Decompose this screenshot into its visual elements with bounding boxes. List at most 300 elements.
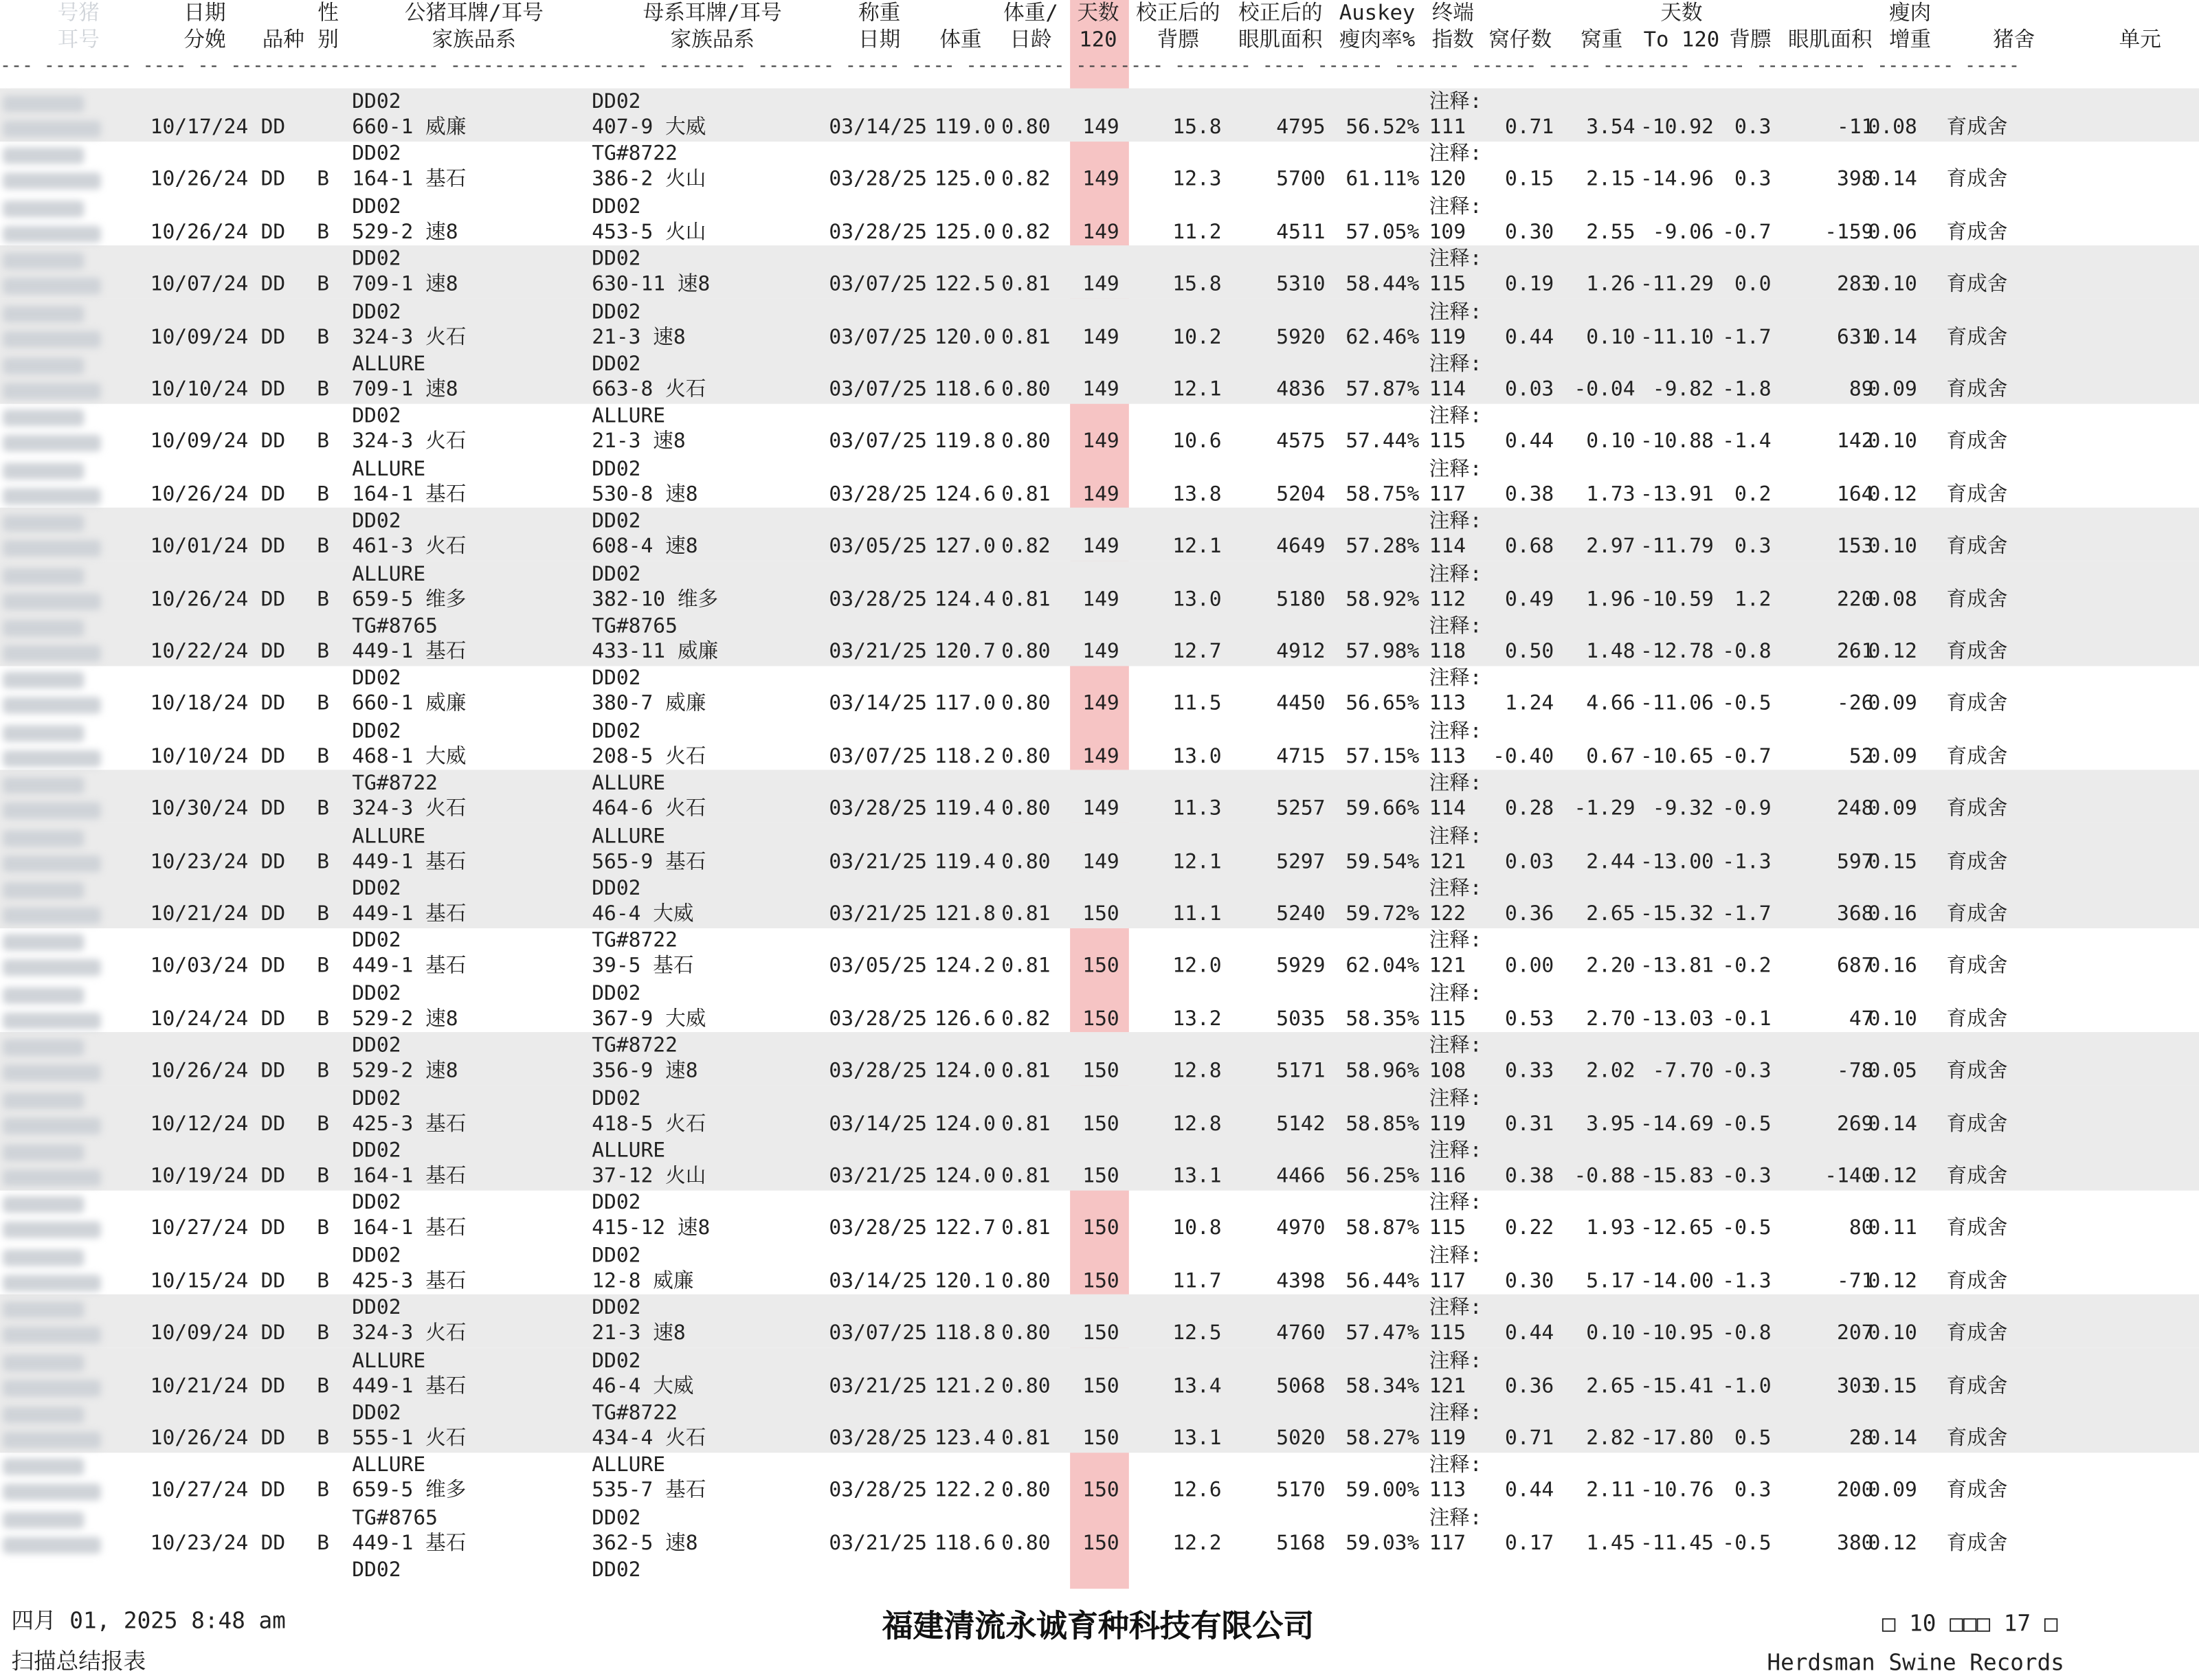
barn: 育成舍 [1946, 483, 2008, 506]
sire-id: 529-2 速8 [352, 221, 458, 244]
litter-weight: 1.48 [1586, 640, 1636, 664]
weight-per-day: 0.81 [1001, 483, 1051, 506]
header-litter-n: 窝仔数 [1488, 26, 1552, 52]
backfat: 10.6 [1172, 431, 1222, 453]
barn: 育成舍 [1946, 1322, 2008, 1345]
weight: 118.6 [934, 1532, 996, 1555]
note-label: 注释: [1429, 1192, 1482, 1216]
litter-count: -0.40 [1493, 746, 1554, 768]
lean-pct: 57.05% [1346, 221, 1420, 244]
lean-pct: 59.03% [1346, 1532, 1420, 1555]
dam-id: 21-3 速8 [592, 431, 686, 453]
redacted-id [3, 1197, 84, 1213]
litter-count: 0.03 [1504, 850, 1554, 873]
header-index-1: 终端 [1431, 0, 1474, 25]
farrow-date: 10/30/24 [150, 798, 249, 821]
litter-weight: 2.65 [1586, 903, 1636, 926]
weigh-date: 03/21/25 [829, 1532, 927, 1555]
terminal-index: 113 [1429, 746, 1466, 768]
loin-ebv: 687 [1837, 955, 1874, 978]
litter-count: 0.44 [1504, 1479, 1554, 1503]
weight-per-day: 0.80 [1001, 1322, 1051, 1345]
lean-gain: 0.09 [1868, 1479, 1917, 1503]
header-wpd-2: 日龄 [1009, 26, 1052, 52]
redacted-id [3, 1512, 84, 1528]
header-barn: 猪舍 [1992, 26, 2035, 52]
header-dam-2: 家族品系 [670, 26, 755, 52]
litter-weight: 2.20 [1586, 955, 1636, 978]
dam-id: 21-3 速8 [592, 1322, 686, 1345]
weight-per-day: 0.81 [1001, 1165, 1051, 1188]
sire-family-line: DD02 [352, 1035, 401, 1058]
days-to-120-ebv: -13.81 [1640, 955, 1714, 978]
note-label: 注释: [1429, 563, 1482, 586]
lean-pct: 62.46% [1346, 326, 1420, 349]
sire-family-line: DD02 [352, 1140, 401, 1163]
sire-family-line: DD02 [352, 196, 401, 219]
terminal-index: 117 [1429, 483, 1466, 506]
note-label: 注释: [1429, 1035, 1482, 1058]
sire-id: 449-1 基石 [352, 1532, 467, 1555]
loin-area: 5700 [1276, 168, 1326, 192]
litter-count: 0.31 [1504, 1112, 1554, 1136]
backfat: 13.0 [1172, 746, 1222, 768]
backfat-ebv: -0.7 [1722, 221, 1772, 244]
breed: DD [260, 1007, 286, 1031]
loin-ebv: -78 [1837, 1060, 1874, 1083]
days-to-120-ebv: -11.45 [1640, 1532, 1714, 1555]
redacted-id [3, 855, 101, 871]
breed: DD [260, 1218, 286, 1240]
breed: DD [260, 326, 286, 349]
terminal-index: 109 [1429, 221, 1466, 244]
report-name: 扫描总结报表 [11, 1647, 146, 1675]
sire-id: 449-1 基石 [352, 1375, 467, 1398]
days-to-120-ebv: -14.00 [1640, 1270, 1714, 1293]
lean-pct: 56.44% [1346, 1270, 1420, 1293]
sire-family-line: DD02 [352, 720, 401, 743]
days-to-120-ebv: -11.10 [1640, 326, 1714, 349]
breed: DD [260, 1060, 286, 1083]
sire-id: 529-2 速8 [352, 1060, 458, 1083]
days-to-120-ebv: -10.65 [1640, 746, 1714, 768]
terminal-index: 122 [1429, 903, 1466, 926]
barn: 育成舍 [1946, 1218, 2008, 1240]
weigh-date: 03/28/25 [829, 168, 927, 192]
dam-id: 530-8 速8 [592, 483, 698, 506]
days-to-120: 150 [1082, 1007, 1119, 1031]
sire-id: 449-1 基石 [352, 850, 467, 873]
sire-id: 324-3 火石 [352, 1322, 467, 1345]
dam-id: 386-2 火山 [592, 168, 706, 192]
dam-id: 12-8 威廉 [592, 1270, 694, 1293]
sire-family-line: DD02 [352, 91, 401, 114]
loin-ebv: 261 [1837, 640, 1874, 664]
backfat-ebv: -1.7 [1722, 326, 1772, 349]
days-to-120-ebv: -13.00 [1640, 850, 1714, 873]
farrow-date: 10/09/24 [150, 1322, 249, 1345]
litter-count: 0.49 [1504, 588, 1554, 611]
days-to-120: 149 [1082, 168, 1119, 192]
loin-area: 4760 [1276, 1322, 1326, 1345]
litter-weight: 2.44 [1586, 850, 1636, 873]
sire-family-line: DD02 [352, 1402, 401, 1425]
sex: B [317, 1165, 330, 1188]
lean-pct: 58.85% [1346, 1112, 1420, 1136]
litter-count: 0.44 [1504, 326, 1554, 349]
header-bf-2: 背膘 [1157, 26, 1199, 52]
loin-ebv: -159 [1824, 221, 1874, 244]
days-to-120: 150 [1082, 1532, 1119, 1555]
note-label: 注释: [1429, 353, 1482, 376]
lean-gain: 0.09 [1868, 798, 1917, 821]
lean-pct: 56.52% [1346, 116, 1420, 139]
litter-weight: -0.04 [1574, 379, 1636, 401]
backfat-ebv: -0.5 [1722, 1112, 1772, 1136]
days-to-120: 150 [1082, 955, 1119, 978]
weight-per-day: 0.82 [1001, 535, 1051, 559]
farrow-date: 10/09/24 [150, 326, 249, 349]
litter-count: 0.44 [1504, 431, 1554, 453]
sex: B [317, 693, 330, 716]
note-label: 注释: [1429, 458, 1482, 481]
days-to-120-ebv: -12.78 [1640, 640, 1714, 664]
header-days-2: 120 [1079, 26, 1117, 52]
lean-pct: 59.54% [1346, 850, 1420, 873]
days-to-120: 150 [1082, 1479, 1119, 1503]
weight: 124.0 [934, 1060, 996, 1083]
redacted-id [3, 357, 84, 374]
header-sex-1: 性 [317, 0, 339, 25]
backfat: 13.4 [1172, 1375, 1222, 1398]
days-to-120: 149 [1082, 588, 1119, 611]
lean-gain: 0.14 [1868, 168, 1917, 192]
note-label: 注释: [1429, 720, 1482, 743]
weigh-date: 03/07/25 [829, 431, 927, 453]
sex: B [317, 221, 330, 244]
loin-area: 5257 [1276, 798, 1326, 821]
loin-ebv: 283 [1837, 273, 1874, 296]
dam-id: 362-5 速8 [592, 1532, 698, 1555]
header-sire-1: 公猪耳牌/耳号 [404, 0, 544, 25]
redacted-id [3, 540, 101, 557]
header-bf2: 背膘 [1729, 26, 1772, 52]
breed: DD [260, 379, 286, 401]
barn: 育成舍 [1946, 850, 2008, 873]
dam-family-line: TG#8765 [592, 615, 678, 638]
litter-count: 0.17 [1504, 1532, 1554, 1555]
sire-family-line: DD02 [352, 1087, 401, 1110]
header-lean-2: 瘦肉率% [1339, 26, 1416, 52]
weigh-date: 03/28/25 [829, 1007, 927, 1031]
weigh-date: 03/05/25 [829, 535, 927, 559]
note-label: 注释: [1429, 405, 1482, 429]
sire-id: 164-1 基石 [352, 1218, 467, 1240]
loin-ebv: 142 [1837, 431, 1874, 453]
days-to-120: 150 [1082, 1218, 1119, 1240]
redacted-id [3, 410, 84, 427]
farrow-date: 10/10/24 [150, 746, 249, 768]
loin-area: 4912 [1276, 640, 1326, 664]
sex: B [317, 1218, 330, 1240]
loin-ebv: 631 [1837, 326, 1874, 349]
lean-gain: 0.16 [1868, 955, 1917, 978]
loin-ebv: -26 [1837, 693, 1874, 716]
sex: B [317, 1427, 330, 1451]
litter-count: 0.00 [1504, 955, 1554, 978]
sex: B [317, 746, 330, 768]
header-days-1: 天数 [1077, 0, 1119, 25]
lean-pct: 57.87% [1346, 379, 1420, 401]
loin-ebv: 220 [1837, 588, 1874, 611]
software-name: Herdsman Swine Records [1767, 1648, 2064, 1676]
backfat: 12.1 [1172, 379, 1222, 401]
backfat: 11.1 [1172, 903, 1222, 926]
breed: DD [260, 116, 286, 139]
terminal-index: 115 [1429, 1218, 1466, 1240]
terminal-index: 108 [1429, 1060, 1466, 1083]
lean-gain: 0.10 [1868, 1007, 1917, 1031]
header-loin-1: 校正后的 [1238, 0, 1323, 25]
breed: DD [260, 1322, 286, 1345]
note-label: 注释: [1429, 143, 1482, 166]
lean-gain: 0.08 [1868, 588, 1917, 611]
sex: B [317, 1007, 330, 1031]
breed: DD [260, 746, 286, 768]
dam-id: 356-9 速8 [592, 1060, 698, 1083]
litter-weight: 1.73 [1586, 483, 1636, 506]
backfat-ebv: 0.2 [1734, 483, 1772, 506]
litter-count: 0.30 [1504, 1270, 1554, 1293]
page-glyph-1: □ [1882, 1609, 1896, 1637]
loin-ebv: 164 [1837, 483, 1874, 506]
barn: 育成舍 [1946, 1479, 2008, 1503]
backfat: 11.7 [1172, 1270, 1222, 1293]
weigh-date: 03/14/25 [829, 1112, 927, 1136]
sire-id: 425-3 基石 [352, 1270, 467, 1293]
loin-area: 5142 [1276, 1112, 1326, 1136]
loin-area: 5929 [1276, 955, 1326, 978]
farrow-date: 10/23/24 [150, 1532, 249, 1555]
loin-ebv: 269 [1837, 1112, 1874, 1136]
dam-id: 380-7 威廉 [592, 693, 706, 716]
backfat: 10.2 [1172, 326, 1222, 349]
sex: B [317, 798, 330, 821]
sire-id: 449-1 基石 [352, 955, 467, 978]
litter-count: 0.71 [1504, 1427, 1554, 1451]
weight: 124.6 [934, 483, 996, 506]
loin-area: 5020 [1276, 1427, 1326, 1451]
note-label: 注释: [1429, 983, 1482, 1005]
header-date-1: 日期 [183, 0, 226, 25]
breed: DD [260, 1427, 286, 1451]
lean-gain: 0.06 [1868, 221, 1917, 244]
sex: B [317, 1375, 330, 1398]
weight: 124.2 [934, 955, 996, 978]
backfat: 11.2 [1172, 221, 1222, 244]
sire-family-line: DD02 [352, 511, 401, 533]
redacted-id [3, 515, 84, 531]
loin-area: 5297 [1276, 850, 1326, 873]
days-to-120: 149 [1082, 746, 1119, 768]
weight-per-day: 0.82 [1001, 221, 1051, 244]
weight-per-day: 0.80 [1001, 431, 1051, 453]
terminal-index: 116 [1429, 1165, 1466, 1188]
lean-pct: 59.66% [1346, 798, 1420, 821]
sex: B [317, 640, 330, 664]
breed: DD [260, 1112, 286, 1136]
dam-id: 21-3 速8 [592, 326, 686, 349]
weight-per-day: 0.81 [1001, 1112, 1051, 1136]
litter-weight: 2.15 [1586, 168, 1636, 192]
farrow-date: 10/10/24 [150, 379, 249, 401]
barn: 育成舍 [1946, 116, 2008, 139]
barn: 育成舍 [1946, 1165, 2008, 1188]
loin-area: 5035 [1276, 1007, 1326, 1031]
sire-family-line: TG#8722 [352, 772, 438, 796]
redacted-id [3, 488, 101, 504]
backfat: 12.8 [1172, 1112, 1222, 1136]
litter-count: 0.36 [1504, 903, 1554, 926]
dam-family-line: DD02 [592, 458, 641, 481]
header-weigh-date-1: 称重 [858, 0, 901, 25]
barn: 育成舍 [1946, 955, 2008, 978]
farrow-date: 10/26/24 [150, 1060, 249, 1083]
redacted-id [3, 1064, 101, 1081]
days-to-120: 150 [1082, 1322, 1119, 1345]
weigh-date: 03/28/25 [829, 1218, 927, 1240]
terminal-index: 115 [1429, 273, 1466, 296]
lean-pct: 59.72% [1346, 903, 1420, 926]
days-to-120-ebv: -9.32 [1652, 798, 1714, 821]
backfat: 12.8 [1172, 1060, 1222, 1083]
dam-family-line: DD02 [592, 1244, 641, 1268]
sire-id: 529-2 速8 [352, 1007, 458, 1031]
redacted-id [3, 882, 84, 899]
weigh-date: 03/21/25 [829, 1375, 927, 1398]
lean-pct: 57.98% [1346, 640, 1420, 664]
note-label: 注释: [1429, 300, 1482, 324]
sire-id: 164-1 基石 [352, 483, 467, 506]
lean-gain: 0.16 [1868, 903, 1917, 926]
lean-pct: 58.44% [1346, 273, 1420, 296]
lean-gain: 0.09 [1868, 379, 1917, 401]
weight-per-day: 0.81 [1001, 903, 1051, 926]
terminal-index: 114 [1429, 379, 1466, 401]
dam-family-line: DD02 [592, 300, 641, 324]
dam-family-line: DD02 [592, 248, 641, 271]
backfat-ebv: -1.3 [1722, 1270, 1772, 1293]
backfat-ebv: -0.5 [1722, 1218, 1772, 1240]
breed: DD [260, 955, 286, 978]
backfat-ebv: 0.5 [1734, 1427, 1772, 1451]
dam-family-line: DD02 [592, 563, 641, 586]
header-wpd-1: 体重/ [1003, 0, 1058, 25]
weight: 125.0 [934, 221, 996, 244]
redacted-id [3, 592, 101, 609]
weight: 117.0 [934, 693, 996, 716]
litter-weight: 1.45 [1586, 1532, 1636, 1555]
dam-id: 434-4 火石 [592, 1427, 706, 1451]
header-loin-2: 眼肌面积 [1238, 26, 1323, 52]
weight-per-day: 0.81 [1001, 955, 1051, 978]
sex: B [317, 1322, 330, 1345]
days-to-120: 149 [1082, 535, 1119, 559]
note-label: 注释: [1429, 91, 1482, 114]
lean-gain: 0.12 [1868, 1270, 1917, 1293]
lean-gain: 0.14 [1868, 1427, 1917, 1451]
dam-id: 382-10 维多 [592, 588, 719, 611]
header-dam-1: 母系耳牌/耳号 [643, 0, 782, 25]
lean-pct: 57.44% [1346, 431, 1420, 453]
header-unit: 单元 [2119, 26, 2161, 52]
barn: 育成舍 [1946, 431, 2008, 453]
sire-family-line: DD02 [352, 930, 401, 953]
sire-family-line: ALLURE [352, 1455, 426, 1477]
backfat-ebv: -0.8 [1722, 640, 1772, 664]
lean-pct: 58.75% [1346, 483, 1420, 506]
dam-family-line: DD02 [592, 1349, 641, 1373]
days-to-120: 150 [1082, 1060, 1119, 1083]
sire-family-line: DD02 [352, 143, 401, 166]
lean-gain: 0.12 [1868, 1532, 1917, 1555]
weight: 122.5 [934, 273, 996, 296]
sire-id: 709-1 速8 [352, 379, 458, 401]
redacted-id [3, 907, 101, 923]
weigh-date: 03/14/25 [829, 116, 927, 139]
breed: DD [260, 1165, 286, 1188]
backfat: 12.2 [1172, 1532, 1222, 1555]
sire-id: 461-3 火石 [352, 535, 467, 559]
breed: DD [260, 168, 286, 192]
breed: DD [260, 640, 286, 664]
weight: 122.2 [934, 1479, 996, 1503]
page-indicator [1882, 1610, 2058, 1638]
farrow-date: 10/03/24 [150, 955, 249, 978]
dam-id: 464-6 火石 [592, 798, 706, 821]
weight: 120.0 [934, 326, 996, 349]
days-to-120-ebv: -11.79 [1640, 535, 1714, 559]
redacted-id [3, 1407, 84, 1423]
loin-ebv: 47 [1849, 1007, 1874, 1031]
lean-gain: 0.10 [1868, 1322, 1917, 1345]
note-label: 注释: [1429, 511, 1482, 533]
redacted-id [3, 1012, 101, 1029]
redacted-id [3, 1040, 84, 1056]
backfat-ebv: 0.3 [1734, 1479, 1772, 1503]
loin-area: 4466 [1276, 1165, 1326, 1188]
lean-gain: 0.14 [1868, 326, 1917, 349]
barn: 育成舍 [1946, 273, 2008, 296]
header-sire-2: 家族品系 [432, 26, 517, 52]
dam-family-line: ALLURE [592, 1455, 666, 1477]
weight-per-day: 0.80 [1001, 693, 1051, 716]
dam-family-line: TG#8722 [592, 1402, 678, 1425]
redacted-id [3, 1459, 84, 1475]
terminal-index: 113 [1429, 693, 1466, 716]
weight: 119.4 [934, 850, 996, 873]
loin-area: 4450 [1276, 693, 1326, 716]
litter-weight: 2.65 [1586, 1375, 1636, 1398]
sex: B [317, 1060, 330, 1083]
weigh-date: 03/05/25 [829, 955, 927, 978]
farrow-date: 10/19/24 [150, 1165, 249, 1188]
sire-id: 449-1 基石 [352, 903, 467, 926]
sire-family-line: DD02 [352, 1244, 401, 1268]
header-weight: 体重 [939, 26, 982, 52]
weight: 120.1 [934, 1270, 996, 1293]
litter-count: 0.50 [1504, 640, 1554, 664]
